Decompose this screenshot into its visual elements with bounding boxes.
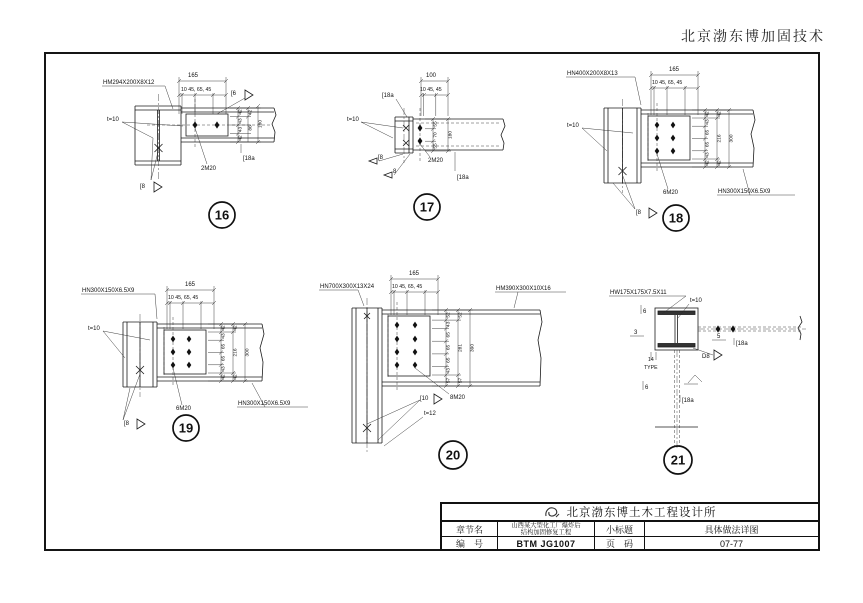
dim-text: 10 45, 65, 45 <box>181 87 212 93</box>
project-name: 山西某大型化工厂爆炸后 结构加固修复工程 <box>498 522 595 536</box>
dim-text: 216 <box>717 134 723 143</box>
dim-text: 52 <box>446 312 452 318</box>
channel-label: [18a <box>243 156 255 162</box>
weld-triangle-icon <box>154 182 162 192</box>
detail-number: 19 <box>178 420 194 436</box>
bolt-symbol <box>395 336 400 343</box>
section-label: HM294X200X8X12 <box>103 80 155 86</box>
doc-no-label: 编 号 <box>442 537 498 550</box>
dim-text: 281 <box>458 343 464 353</box>
title-block-row-2 <box>442 537 818 550</box>
dim-text: 43 <box>238 118 244 124</box>
thickness-label: t=10 <box>567 123 579 129</box>
bolt-symbol <box>187 349 192 356</box>
dim-text: 86 <box>248 125 254 131</box>
dim-text: 42 <box>233 374 239 380</box>
bolt-callout: 2M20 <box>428 158 444 164</box>
dim-text: 180 <box>258 119 264 129</box>
channel-label: [18a <box>382 93 394 99</box>
bolt-symbol <box>671 122 676 129</box>
detail-21-drawing <box>598 278 818 478</box>
detail-17-drawing <box>330 68 515 233</box>
dim-text: 42 <box>717 160 723 166</box>
dim-text: 42 <box>221 374 227 380</box>
dim-text: 390 <box>470 343 476 353</box>
dim-text: 42 <box>233 325 239 331</box>
dim-text: 43 <box>221 333 227 339</box>
bolt-symbol <box>413 322 418 329</box>
dim-text: 70 <box>433 132 439 138</box>
section-label: HW175X175X7.5X11 <box>610 290 667 296</box>
dim-text: 42 <box>705 160 711 166</box>
detail-number: 16 <box>214 207 230 223</box>
dim-text: 43 <box>446 321 452 327</box>
dim-text: 57 <box>446 377 452 384</box>
thickness-label: t=10 <box>88 326 100 332</box>
detail-number: 20 <box>445 447 461 463</box>
detail-number: 17 <box>419 199 435 215</box>
dim-text: 57 <box>458 377 464 384</box>
dim-text: 14 <box>648 357 654 363</box>
bolt-symbol <box>215 121 220 128</box>
weld-label: [8 <box>140 184 146 190</box>
dim-text: 65 <box>221 343 227 350</box>
dim-text: 43 <box>705 152 711 158</box>
weld-label: [8 <box>124 421 130 427</box>
weld-triangle-icon <box>369 158 377 164</box>
bolt-symbol <box>413 362 418 369</box>
dim-text: 65 <box>446 332 452 338</box>
weld-triangle-icon <box>649 208 657 218</box>
bolt-symbol <box>395 362 400 369</box>
bolt-callout: 2M20 <box>201 166 217 172</box>
bolt-symbol <box>671 148 676 155</box>
detail-18-drawing <box>555 63 800 243</box>
dim-text: 10 45, 65, 45 <box>652 80 683 86</box>
bolt-symbol <box>187 336 192 343</box>
dim-text: 10 45, 65, 45 <box>392 284 423 290</box>
dim-text: 5 <box>717 334 721 340</box>
dim-text: 65 <box>446 357 452 363</box>
thickness-label: t=12 <box>424 411 436 417</box>
thickness-label: t=10 <box>107 117 119 123</box>
dim-text: 165 <box>408 271 420 277</box>
dim-text: 52 <box>458 312 464 318</box>
weld-triangle-icon <box>137 419 145 429</box>
section-label: HM390X300X10X16 <box>496 286 551 292</box>
dim-text: 43 <box>221 366 227 372</box>
dim-text: 300 <box>729 134 735 143</box>
weld-triangle-icon <box>434 394 442 404</box>
bolt-symbol <box>395 349 400 356</box>
dim-text: 10 45, 65, 45 <box>168 295 199 301</box>
section-label: HN700X300X13X24 <box>320 284 375 290</box>
bolt-symbol <box>171 349 176 356</box>
bolt-symbol <box>193 121 198 128</box>
channel-label: [18a <box>457 175 469 181</box>
dim-text: 216 <box>233 348 239 357</box>
detail-16-drawing <box>95 68 295 233</box>
dim-text: 180 <box>448 130 454 140</box>
subtitle-label: 小标题 <box>595 522 645 536</box>
company-name: 北京渤东博土木工程设计所 <box>566 507 717 519</box>
dim-text: 43 <box>446 368 452 374</box>
weld-label: 6 <box>645 385 649 391</box>
dim-text: 42 <box>238 109 244 115</box>
dim-text: 10 45, 45 <box>420 87 442 93</box>
column-section-outline <box>655 308 698 427</box>
detail-19-drawing <box>60 278 310 453</box>
weld-triangle-icon <box>714 350 722 360</box>
bolt-symbol <box>171 336 176 343</box>
section-label: HN400X200X8X13 <box>567 71 618 77</box>
detail-number: 21 <box>670 452 686 468</box>
dim-text: 43 <box>238 126 244 133</box>
bolt-symbol <box>418 124 423 131</box>
detail-20-drawing <box>318 268 568 478</box>
bolt-callout: 6M20 <box>663 190 679 196</box>
dim-text: 65 <box>705 141 711 148</box>
weld-label: [6 <box>231 91 237 97</box>
dim-text: 165 <box>187 73 199 79</box>
weld-label: 8 <box>393 169 397 175</box>
thickness-label: t=10 <box>690 298 702 304</box>
dim-text: 300 <box>245 348 251 357</box>
dim-text: 65 <box>705 129 711 136</box>
bolt-symbol <box>731 325 736 332</box>
dim-text: 55 <box>433 121 439 127</box>
dim-text: 42 <box>717 111 723 117</box>
bolt-symbol <box>655 135 660 142</box>
dim-text: 42 <box>221 325 227 331</box>
bolt-symbol <box>671 135 676 142</box>
weld-label: [8 <box>378 155 384 161</box>
dim-text: 42 <box>705 111 711 117</box>
bolt-symbol <box>655 148 660 155</box>
dim-text: 42 <box>238 135 244 141</box>
section-label: HN300X150X6.5X9 <box>82 288 135 294</box>
beam-outline <box>135 106 276 165</box>
typ-label: TYPE <box>644 365 658 371</box>
weld-label: D8 <box>702 354 710 360</box>
beam-label: HN300X150X6.5X9 <box>718 189 771 195</box>
beam-outline <box>352 308 542 443</box>
weld-label: [10 <box>420 396 429 402</box>
bolt-symbol <box>655 122 660 129</box>
dim-text: 65 <box>221 355 227 362</box>
bolt-symbol <box>395 322 400 329</box>
title-block-company-row <box>442 504 818 522</box>
page-no-value: 07-77 <box>719 538 744 549</box>
chapter-label: 章节名 <box>442 522 498 536</box>
dim-text: 65 <box>446 344 452 351</box>
channel-label: [18a <box>736 341 748 347</box>
dim-text: 55 <box>433 143 439 149</box>
bolt-symbol <box>716 325 721 332</box>
title-block <box>440 502 820 551</box>
dim-text: 100 <box>425 73 437 79</box>
dim-text: 165 <box>668 67 680 73</box>
bolt-symbol <box>171 362 176 369</box>
weld-label: [8 <box>636 210 642 216</box>
bolt-symbol <box>413 349 418 356</box>
dim-text: 43 <box>705 119 711 125</box>
beam-outline <box>123 322 264 387</box>
detail-number: 18 <box>668 210 684 226</box>
dim-text: 42 <box>248 109 254 116</box>
bolt-symbol <box>187 362 192 369</box>
thickness-label: t=10 <box>347 117 359 123</box>
weld-triangle-icon <box>245 90 253 100</box>
subtitle-value: 具体做法详图 <box>704 524 759 535</box>
bolt-callout: 6M20 <box>176 406 192 412</box>
bolt-symbol <box>418 137 423 144</box>
beam-label: HN300X150X6.5X9 <box>238 401 291 407</box>
company-logo-icon <box>544 506 560 519</box>
dim-text: 3 <box>634 330 638 336</box>
page-no-label: 页 码 <box>595 537 645 550</box>
channel-label: [18a <box>682 398 694 404</box>
weld-triangle-icon <box>384 172 392 178</box>
doc-no-value: BTM JG1007 <box>498 537 595 550</box>
weld-label: 6 <box>643 309 647 315</box>
column-outline <box>604 108 755 183</box>
bolt-callout: 8M20 <box>450 395 466 401</box>
bolt-symbol <box>413 336 418 343</box>
page-header-text: 北京渤东博加固技术 <box>681 30 825 45</box>
title-block-row-1 <box>442 522 818 537</box>
dim-text: 165 <box>184 282 196 288</box>
